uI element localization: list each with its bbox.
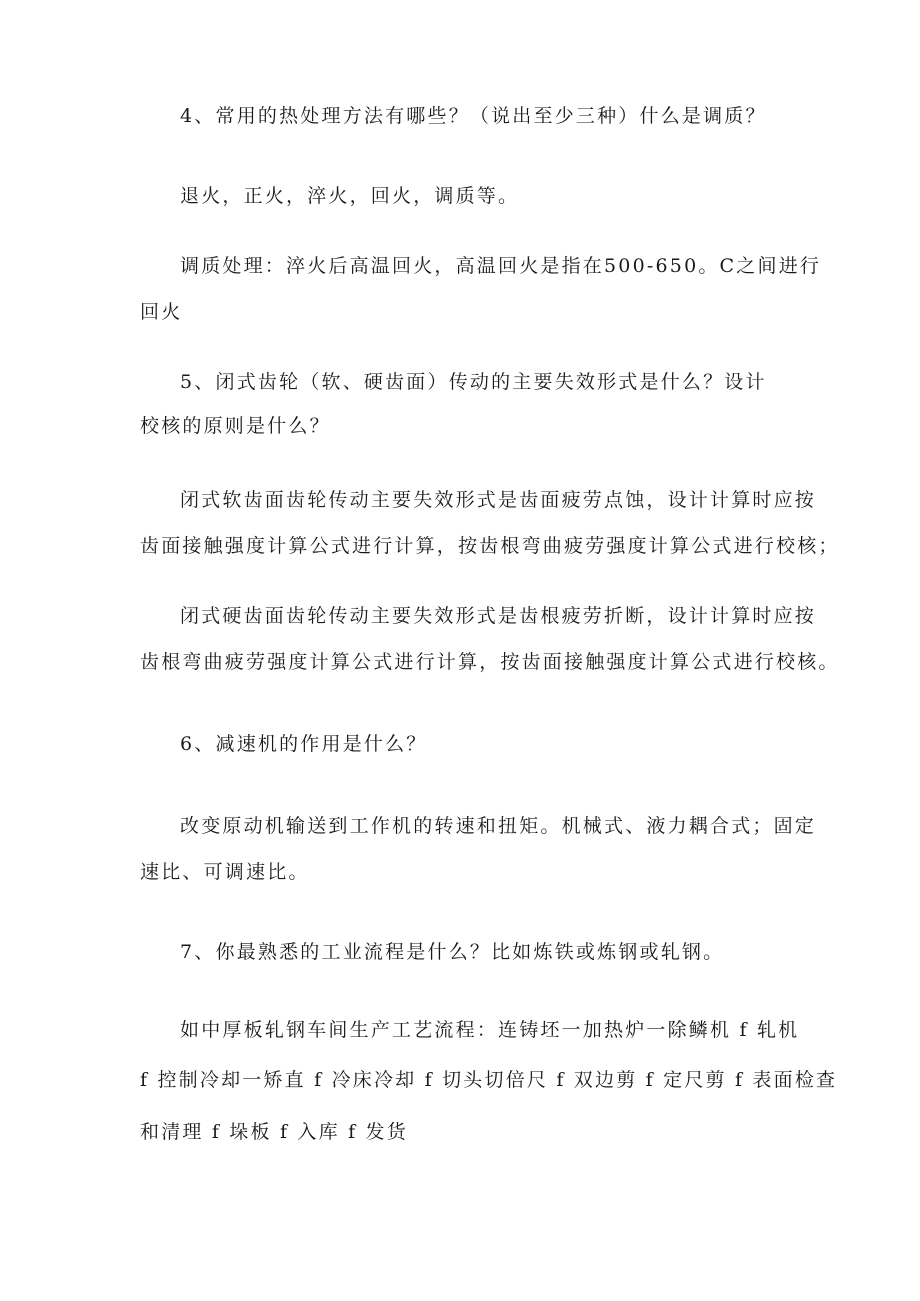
answer-5-soft-line2: 齿面接触强度计算公式进行计算，按齿根弯曲疲劳强度计算公式进行校核； bbox=[140, 535, 840, 557]
question-7: 7、你最熟悉的工业流程是什么？比如炼铁或炼钢或轧钢。 bbox=[180, 941, 725, 963]
answer-4-methods: 退火，正火，淬火，回火，调质等。 bbox=[180, 185, 520, 207]
answer-6-line2: 速比、可调速比。 bbox=[140, 861, 310, 883]
question-6: 6、减速机的作用是什么？ bbox=[180, 733, 428, 755]
answer-5-soft-line1: 闭式软齿面齿轮传动主要失效形式是齿面疲劳点蚀，设计计算时应按 bbox=[180, 489, 817, 511]
answer-5-hard-line2: 齿根弯曲疲劳强度计算公式进行计算，按齿面接触强度计算公式进行校核。 bbox=[140, 651, 840, 673]
question-4: 4、常用的热处理方法有哪些？（说出至少三种）什么是调质？ bbox=[180, 105, 767, 127]
answer-4-tempering-line2: 回火 bbox=[140, 301, 183, 323]
answer-4-tempering-line1: 调质处理：淬火后高温回火，高温回火是指在500-650。C之间进行 bbox=[180, 255, 822, 277]
answer-7-line2: f 控制冷却一矫直 f 冷床冷却 f 切头切倍尺 f 双边剪 f 定尺剪 f 表面检查 bbox=[140, 1069, 838, 1091]
question-5-line2: 校核的原则是什么？ bbox=[140, 415, 331, 437]
answer-6-line1: 改变原动机输送到工作机的转速和扭矩。机械式、液力耦合式；固定 bbox=[180, 815, 817, 837]
question-5-line1: 5、闭式齿轮（软、硬齿面）传动的主要失效形式是什么？设计 bbox=[180, 371, 767, 393]
answer-7-line3: 和清理 f 垛板 f 入库 f 发货 bbox=[140, 1121, 408, 1143]
answer-7-line1: 如中厚板轧钢车间生产工艺流程：连铸坯一加热炉一除鳞机 f 轧机 bbox=[180, 1019, 800, 1041]
answer-5-hard-line1: 闭式硬齿面齿轮传动主要失效形式是齿根疲劳折断，设计计算时应按 bbox=[180, 605, 817, 627]
